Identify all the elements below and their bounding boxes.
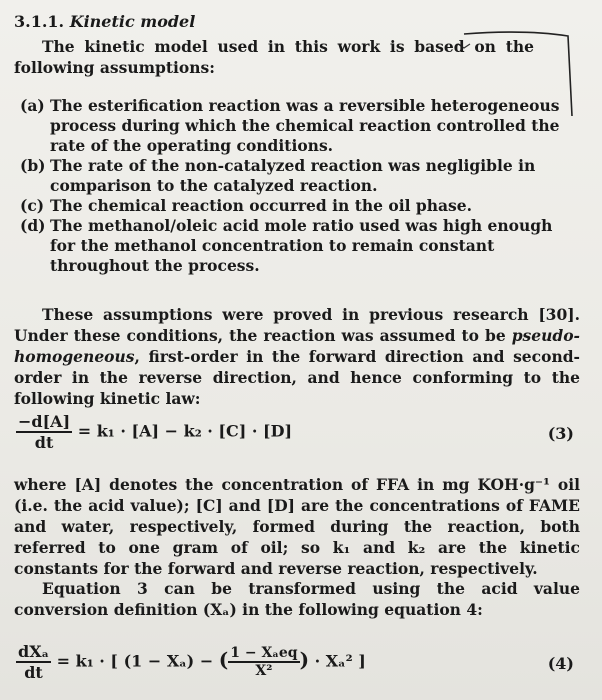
item-text: The esterification reaction was a reversible heterogeneous process during which the chemical reaction controlled the rate of the operating conditions. (50, 96, 560, 155)
eq4-inner-denominator: X² (255, 663, 273, 679)
list-item (20, 216, 565, 276)
eq4-rhs-b: · Xₐ² ] (314, 651, 366, 671)
list-item (20, 156, 565, 196)
eq4-denominator: dt (24, 663, 43, 682)
paragraph-1 (14, 304, 580, 409)
item-label: (c) (20, 196, 45, 215)
eq4-number: (4) (547, 654, 574, 673)
para1-text: These assumptions were proved in previous research [30]. Under these conditions, the reaction was assumed to be pseudo-homogeneous, first-order in the forward direction and second-order in the reverse direction, and hence conforming to the following kinetic law: (14, 305, 580, 408)
eq4-rhs-a: = k₁ · [ (1 − Xₐ) − (56, 651, 219, 671)
section-title: Kinetic model (69, 12, 196, 31)
assumptions-list (20, 96, 565, 276)
intro-text: The kinetic model used in this work is based on the following assumptions: (14, 37, 534, 77)
para2-text: where [A] denotes the concentration of FFA in mg KOH·g⁻¹ oil (i.e. the acid value); [C] and [D] are the concentrations of FAME and water, respectively, formed during the reaction, both referred to one gram of oil; so k₁ and k₂ are the kinetic constants for the forward and reverse reaction, respectively. (14, 475, 580, 578)
list-item (20, 96, 565, 156)
item-text: The methanol/oleic acid mole ratio used was high enough for the methanol concentration to remain constant throughout the process. (50, 216, 553, 275)
list-item (20, 196, 565, 216)
section-heading (14, 12, 580, 31)
eq4-fraction (16, 642, 51, 682)
item-text: The chemical reaction occurred in the oil phase. (50, 196, 473, 215)
para1-emphasis: pseudo-homogeneous (14, 326, 580, 366)
intro-paragraph (14, 36, 534, 78)
eq4-inner-numerator: 1 − Xₐeq (230, 645, 298, 661)
eq3-fraction (16, 412, 72, 452)
eq4-inner-fraction (228, 645, 299, 679)
paragraph-3 (14, 578, 580, 620)
eq4-numerator: dXₐ (18, 642, 50, 661)
eq3-denominator: dt (34, 433, 54, 452)
eq3-rhs: = k₁ · [A] − k₂ · [C] · [D] (77, 421, 293, 441)
item-label: (a) (20, 96, 45, 115)
equation-4: $\frac{\text{dXₐ}}{dt}$ = k₁ · [ (1 − Xₐ) − ( $\frac{\text{1 − Xₐeq}}{\text{X²}}$ ) · Xₐ² ] (4) (18, 642, 574, 682)
eq3-numerator: −d[A] (18, 412, 71, 431)
item-label: (b) (20, 156, 46, 175)
equation-3 (16, 412, 582, 452)
section-number: 3.1.1. (14, 12, 65, 31)
item-text: The rate of the non-catalyzed reaction was negligible in comparison to the catalyzed reaction. (50, 156, 536, 195)
eq3-number: (3) (547, 424, 574, 443)
para3-text: Equation 3 can be transformed using the acid value conversion definition (Xₐ) in the following equation 4: (14, 579, 580, 619)
item-label: (d) (20, 216, 46, 235)
paragraph-2 (14, 474, 580, 579)
